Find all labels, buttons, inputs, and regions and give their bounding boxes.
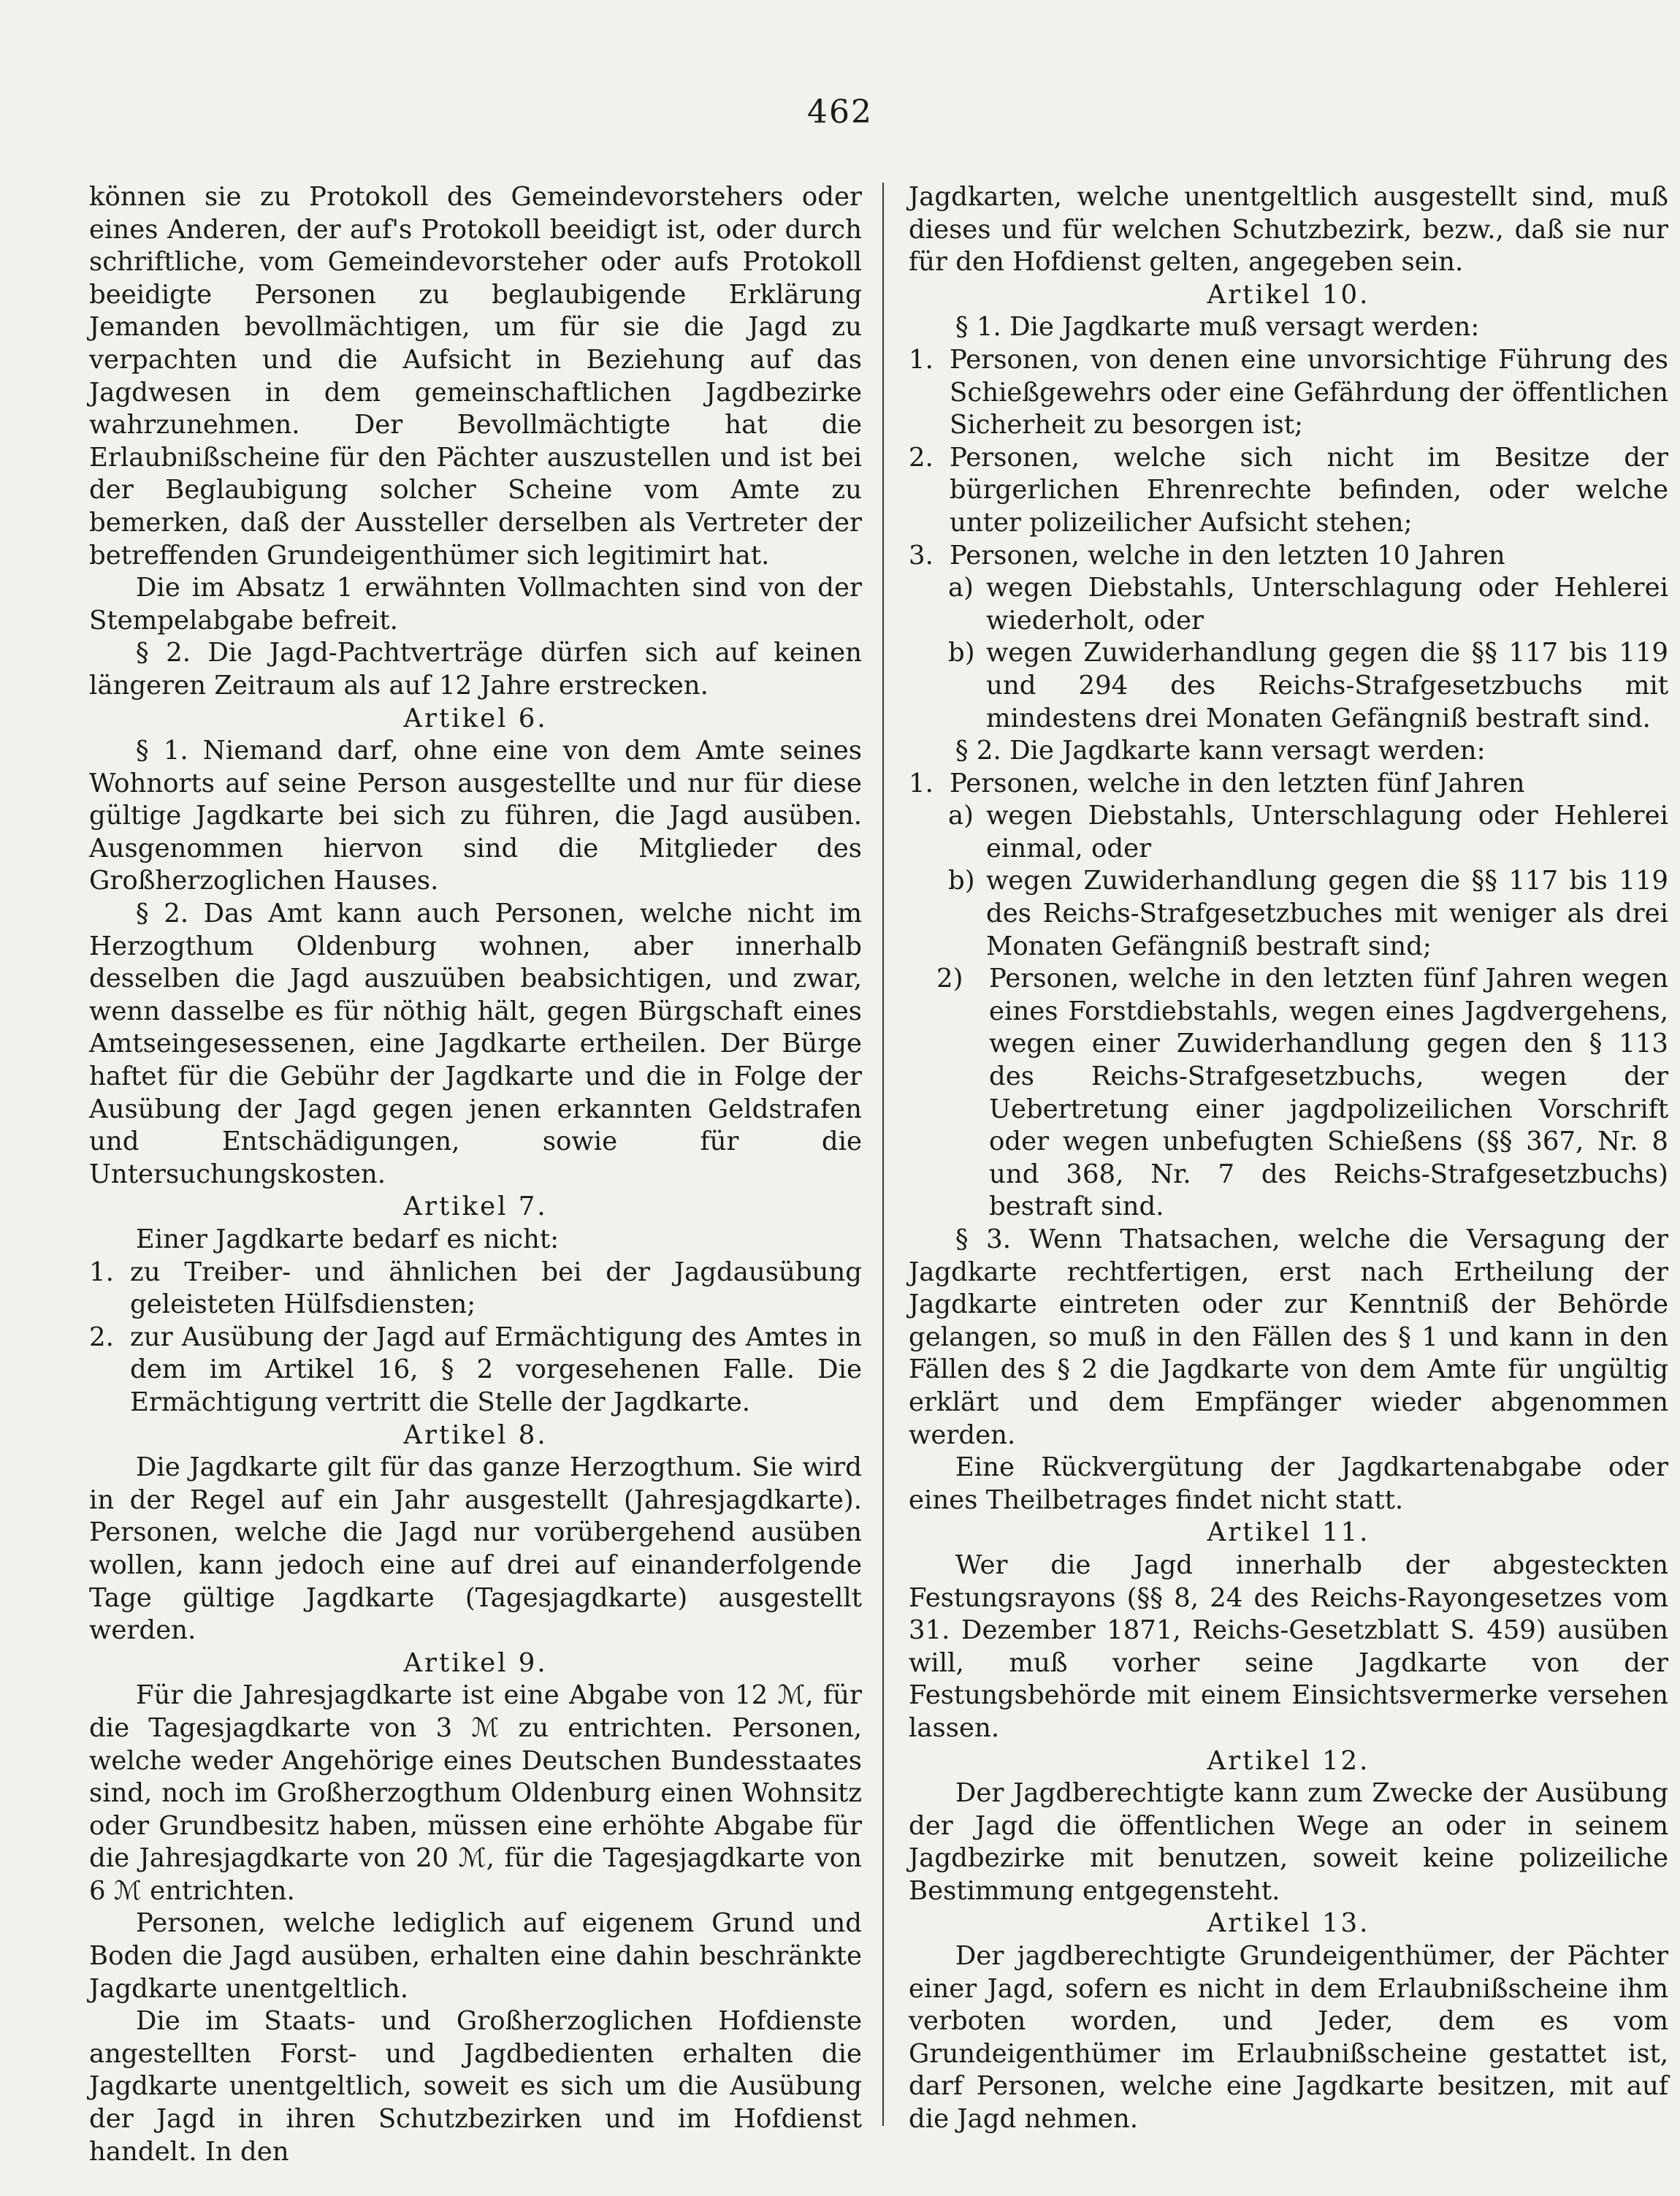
article-heading: Artikel 10. — [1207, 279, 1370, 310]
list-item — [909, 442, 1668, 540]
list-item — [89, 1257, 862, 1322]
item-letter: a) — [948, 801, 974, 831]
sub-list-item — [909, 800, 1668, 865]
sub-list-item — [909, 572, 1668, 637]
paragraph: § 1. Niemand darf, ohne eine von dem Amte seines Wohnorts auf seine Person ausgestellte und nur für diese gültige Jagdkarte bei sich zu führen, die Jagd ausüben. Ausgenommen hiervon sind die Mitglieder des Großherzoglichen Hauses. — [89, 736, 862, 896]
paragraph: können sie zu Protokoll des Gemeindevorstehers oder eines Anderen, der auf's Protokoll beeidigt ist, oder durch schriftliche, vom Gemeindevorsteher oder aufs Protokoll beeidigte Personen zu beglaubigende Erklärung Jemanden bevollmächtigen, um für sie die Jagd zu verpachten und die Aufsicht in Beziehung auf das Jagdwesen in dem gemeinschaftlichen Jagdbezirke wahrzunehmen. Der Bevollmächtigte hat die Erlaubnißscheine für den Pächter auszustellen und ist bei der Beglaubigung solcher Scheine vom Amte zu bemerken, daß der Aussteller derselben als Vertreter der betreffenden Grundeigenthümer sich legitimirt hat. — [89, 182, 862, 571]
item-text: wegen Diebstahls, Unterschlagung oder Hehlerei einmal, oder — [986, 801, 1668, 863]
item-number: 1. — [89, 1257, 114, 1287]
item-text: zur Ausübung der Jagd auf Ermächtigung des Amtes in dem im Artikel 16, § 2 vorgesehenen Falle. Die Ermächtigung vertritt die Stelle der Jagdkarte. — [130, 1322, 862, 1417]
article-heading: Artikel 6. — [403, 703, 548, 733]
article-heading: Artikel 8. — [403, 1419, 548, 1450]
item-number: 2. — [909, 442, 933, 473]
page-number: 462 — [807, 94, 873, 131]
column-divider — [882, 183, 884, 2126]
article-heading: Artikel 12. — [1207, 1745, 1370, 1776]
article-heading: Artikel 7. — [403, 1192, 548, 1222]
list-item — [89, 1322, 862, 1419]
paragraph: § 2. Das Amt kann auch Personen, welche nicht im Herzogthum Oldenburg wohnen, aber innerhalb desselben die Jagd auszuüben beabsichtigen, und zwar, wenn dasselbe es für nöthig hält, gegen Bürgschaft eines Amtseingesessenen, eine Jagdkarte ertheilen. Der Bürge haftet für die Gebühr der Jagdkarte und die in Folge der Ausübung der Jagd gegen jenen erkannten Geldstrafen und Entschädigungen, sowie für die Untersuchungskosten. — [89, 899, 862, 1189]
item-text: Personen, welche sich nicht im Besitze der bürgerlichen Ehrenrechte befinden, oder welche unter polizeilicher Aufsicht stehen; — [950, 442, 1668, 538]
paragraph: Die im Absatz 1 erwähnten Vollmachten sind von der Stempelabgabe befreit. — [89, 573, 862, 636]
item-number: 1. — [909, 768, 933, 798]
item-letter: b) — [948, 866, 975, 896]
item-number: 3. — [909, 540, 933, 571]
paragraph: Die Jagdkarte gilt für das ganze Herzogthum. Sie wird in der Regel auf ein Jahr ausgestellt (Jahresjagdkarte). Personen, welche die Jagd nur vorübergehend ausüben wollen, kann jedoch eine auf drei auf einanderfolgende Tage gültige Jagdkarte (Tagesjagdkarte) ausgestellt werden. — [89, 1452, 862, 1646]
item-text: wegen Zuwiderhandlung gegen die §§ 117 bis 119 des Reichs-Strafgesetzbuches mit weniger als drei Monaten Gefängniß bestraft sind; — [986, 866, 1668, 961]
paragraph: Jagdkarten, welche unentgeltlich ausgestellt sind, muß dieses und für welchen Schutzbezirk, bezw., daß sie nur für den Hofdienst gelten, angegeben sein. — [909, 182, 1668, 278]
list-item — [909, 344, 1668, 442]
list-item — [909, 768, 1668, 801]
item-text: wegen Diebstahls, Unterschlagung oder Hehlerei wiederholt, oder — [986, 573, 1668, 636]
paragraph: § 1. Die Jagdkarte muß versagt werden: — [955, 312, 1480, 343]
item-number: 1. — [909, 344, 933, 375]
paragraph: Für die Jahresjagdkarte ist eine Abgabe von 12 ℳ, für die Tagesjagdkarte von 3 ℳ zu entrichten. Personen, welche weder Angehörige eines Deutschen Bundesstaates sind, noch im Großherzogthum Oldenburg einen Wohnsitz oder Grundbesitz haben, müssen eine erhöhte Abgabe für die Jahresjagdkarte von 20 ℳ, für die Tagesjagdkarte von 6 ℳ entrichten. — [89, 1680, 862, 1906]
item-text: Personen, welche in den letzten fünf Jahren — [950, 768, 1525, 798]
paragraph: § 3. Wenn Thatsachen, welche die Versagung der Jagdkarte rechtfertigen, erst nach Ertheilung der Jagdkarte eintreten oder zur Kenntniß der Behörde gelangen, so muß in den Fällen des § 1 und kann in den Fällen des § 2 die Jagdkarte von dem Amte für ungültig erklärt und dem Empfänger wieder abgenommen werden. — [909, 1224, 1668, 1450]
item-text: Personen, von denen eine unvorsichtige Führung des Schießgewehrs oder eine Gefährdung der öffentlichen Sicherheit zu besorgen ist; — [950, 344, 1668, 441]
item-text: wegen Zuwiderhandlung gegen die §§ 117 bis 119 und 294 des Reichs-Strafgesetzbuchs mit mindestens drei Monaten Gefängniß bestraft sind. — [986, 638, 1668, 733]
paragraph: Der jagdberechtigte Grundeigenthümer, der Pächter einer Jagd, sofern es nicht in dem Erlaubnißscheine ihm verboten worden, und Jeder, dem es vom Grundeigenthümer im Erlaubnißscheine gestattet ist, darf Personen, welche eine Jagdkarte besitzen, mit auf die Jagd nehmen. — [909, 1941, 1668, 2135]
item-number: 2. — [89, 1322, 114, 1352]
article-heading: Artikel 11. — [1207, 1517, 1370, 1548]
article-heading: Artikel 9. — [403, 1647, 548, 1678]
left-column — [89, 181, 862, 2168]
paragraph: Der Jagdberechtigte kann zum Zwecke der Ausübung der Jagd die öffentlichen Wege an oder in seinem Jagdbezirke mit benutzen, soweit keine polizeiliche Bestimmung entgegensteht. — [909, 1778, 1668, 1906]
item-letter: a) — [948, 573, 974, 603]
item-number: 2) — [936, 964, 963, 994]
list-item — [909, 540, 1668, 573]
paragraph: Personen, welche lediglich auf eigenem Grund und Boden die Jagd ausüben, erhalten eine dahin beschränkte Jagdkarte unentgeltlich. — [89, 1908, 862, 2004]
item-text: Personen, welche in den letzten fünf Jahren wegen eines Forstdiebstahls, wegen eines Jagdvergehens, wegen einer Zuwiderhandlung gegen den § 113 des Reichs-Strafgesetzbuchs, wegen der Uebertretung einer jagdpolizeilichen Vorschrift oder wegen unbefugten Schießens (§§ 367, Nr. 8 und 368, Nr. 7 des Reichs-Strafgesetzbuchs) bestraft sind. — [989, 964, 1668, 1222]
paragraph: Die im Staats- und Großherzoglichen Hofdienste angestellten Forst- und Jagdbedienten erhalten die Jagdkarte unentgeltlich, soweit es sich um die Ausübung der Jagd in ihren Schutzbezirken und im Hofdienst handelt. In den — [89, 2006, 862, 2167]
paragraph: Eine Rückvergütung der Jagdkartenabgabe oder eines Theilbetrages findet nicht statt. — [909, 1452, 1668, 1515]
list-item — [909, 963, 1668, 1224]
sub-list-item — [909, 865, 1668, 963]
paragraph: § 2. Die Jagd-Pachtverträge dürfen sich auf keinen längeren Zeitraum als auf 12 Jahre erstrecken. — [89, 638, 862, 701]
sub-list-item — [909, 637, 1668, 735]
paragraph: Wer die Jagd innerhalb der abgesteckten Festungsrayons (§§ 8, 24 des Reichs-Rayongesetzes vom 31. Dezember 1871, Reichs-Gesetzblatt S. 459) ausüben will, muß vorher seine Jagdkarte von der Festungsbehörde mit einem Einsichtsvermerke versehen lassen. — [909, 1549, 1668, 1743]
paragraph: Einer Jagdkarte bedarf es nicht: — [135, 1224, 560, 1254]
right-column — [909, 181, 1668, 2136]
item-text: zu Treiber- und ähnlichen bei der Jagdausübung geleisteten Hülfsdiensten; — [130, 1257, 862, 1320]
article-heading: Artikel 13. — [1207, 1908, 1370, 1939]
paragraph: § 2. Die Jagdkarte kann versagt werden: — [955, 736, 1486, 766]
item-letter: b) — [948, 638, 975, 668]
item-text: Personen, welche in den letzten 10 Jahren — [950, 540, 1505, 571]
